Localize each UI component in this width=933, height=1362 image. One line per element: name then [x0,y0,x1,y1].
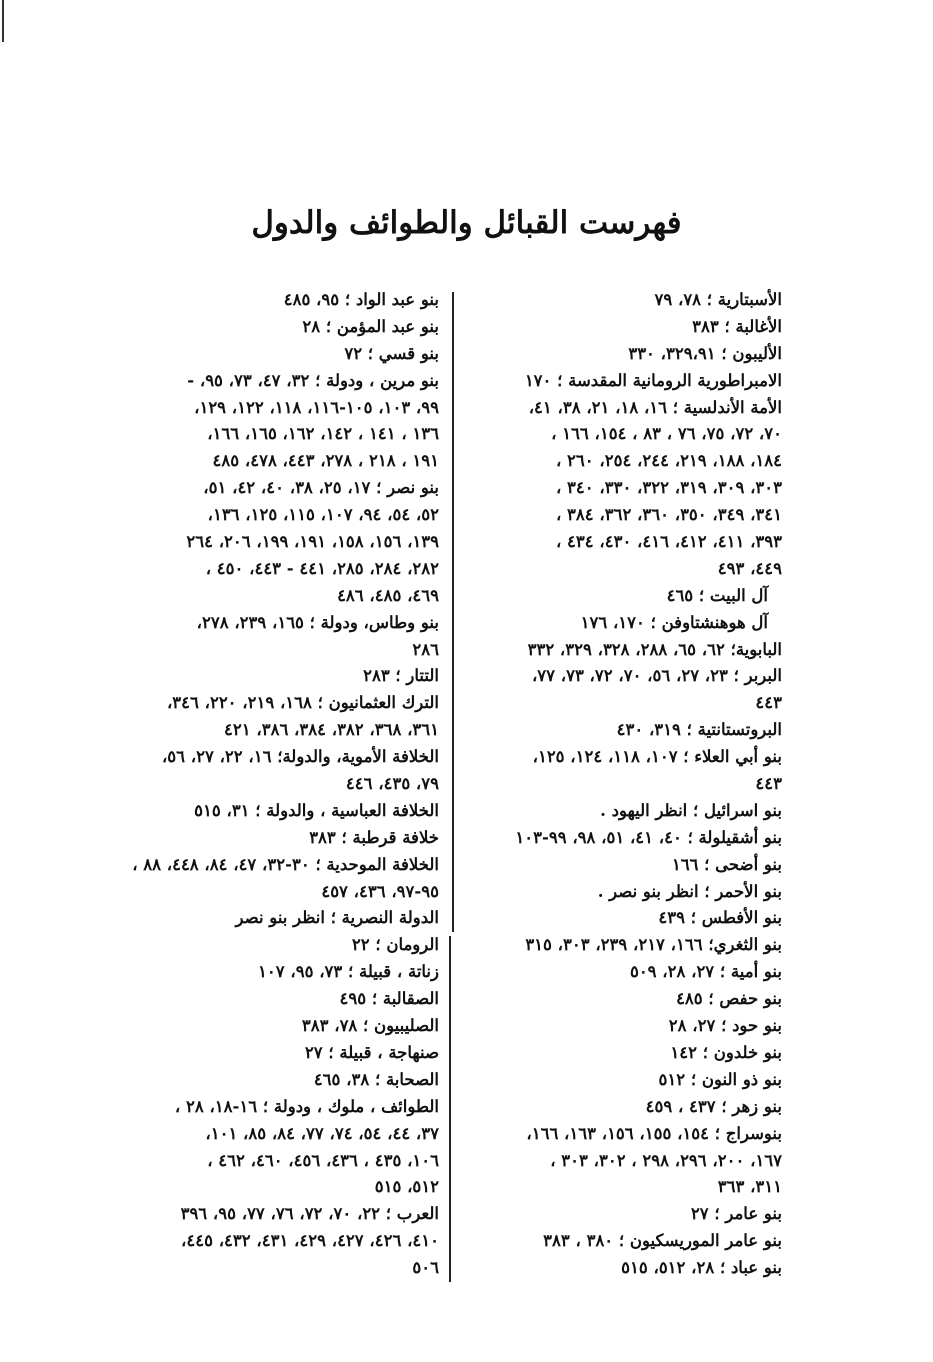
index-entry-line: ٥٢، ٥٤، ٩٤، ١٠٧، ١١٥، ١٢٥، ١٣٦، [207,505,439,525]
index-entry-line: ١٦٧، ٢٠٠، ٢٩٦، ٢٩٨ ، ٣٠٢، ٣٠٣ ، [550,1150,782,1170]
column-divider [452,292,454,932]
index-entry-line: بنو خلدون ؛ ١٤٢ [670,1042,782,1062]
index-entry-line: صنهاجة ، قبيلة ؛ ٢٧ [304,1042,439,1062]
index-entry-line: بنو عامر ؛ ٢٧ [690,1204,782,1224]
index-entry-line: ٣١١، ٣٦٣ [717,1177,782,1197]
index-entry-line: ٤٤٩، ٤٩٣ [717,558,782,578]
column-divider-lower [449,936,451,1282]
index-entry-line: بنو أمية ؛ ٢٧، ٢٨، ٥٠٩ [629,962,782,982]
index-entry-line: بنو عبد الواد ؛ ٩٥، ٤٨٥ [283,290,439,309]
index-entry-line: الصحابة ؛ ٣٨، ٤٦٥ [313,1069,439,1089]
index-entry-line: ١٠٦، ٤٣٥ ، ٤٣٦، ٤٥٦، ٤٦٠، ٤٦٢ ، [207,1150,439,1170]
index-entry-line: البربر ؛ ٢٣، ٢٧، ٥٦، ٧٠، ٧٢، ٧٣، ٧٧، [531,666,782,686]
index-entry-line: بنو الأحمر ؛ انظر بنو نصر . [597,881,782,901]
index-entry-line: بنو حود ؛ ٢٧، ٢٨ [668,1016,782,1036]
index-entry-line: بنو أشقيلولة ؛ ٤٠، ٤١، ٥١، ٩٨، ٩٩-١٠٣ [515,827,782,847]
index-entry-line: البروتستانتية ؛ ٣١٩، ٤٣٠ [616,720,782,740]
index-entry-line: بنو عامر الموريسكيون ؛ ٣٨٠ ، ٣٨٣ [543,1231,782,1251]
index-entry-line: ٣٠٣، ٣٠٩، ٣١٩، ٣٢٢، ٣٣٠، ٣٤٠ ، [555,478,782,498]
index-entry-line: آل البيت ؛ ٤٦٥ [666,585,768,605]
index-entry-line: بنو عباد ؛ ٢٨، ٥١٢، ٥١٥ [621,1258,782,1278]
index-entry-line: بنو أبي العلاء ؛ ١٠٧، ١١٨، ١٢٤، ١٢٥، [532,747,782,767]
index-entry-line: ٣٩٣، ٤١١، ٤١٢، ٤١٦، ٤٣٠، ٤٣٤ ، [555,532,782,552]
index-entry-line: ٤١٠، ٤٢٦، ٤٢٧، ٤٢٩، ٤٣١، ٤٣٢، ٤٤٥، [181,1231,439,1251]
index-entry-line: خلافة قرطبة ؛ ٣٨٣ [309,827,439,847]
index-entry-line: ٤٤٣ [755,774,782,794]
index-entry-line: الأليبون ؛ ٣٢٩،٩١، ٣٣٠ [628,343,782,363]
index-entry-line: الامبراطورية الرومانية المقدسة ؛ ١٧٠ [524,370,782,390]
index-entry-line: الأسبتارية ؛ ٧٨، ٧٩ [654,290,782,309]
index-entry-line: بنو مرين ، ودولة ؛ ٣٢، ٤٧، ٧٣، ٩٥، - [187,370,439,390]
index-entry-line: ٥١٢، ٥١٥ [374,1177,439,1197]
index-entry-line: الصقالبة ؛ ٤٩٥ [339,989,439,1009]
index-entry-line: ٩٥-٩٧، ٤٣٦، ٤٥٧ [321,881,439,901]
index-entry-line: ٩٩، ١٠٣، ١٠٥-١١٦، ١١٨، ١٢٢، ١٢٩، [194,397,439,417]
index-entry-line: الصليبيون ؛ ٧٨، ٣٨٣ [301,1016,439,1036]
index-column-left [111,287,439,1282]
index-entry-line: بنو عبد المؤمن ؛ ٢٨ [302,316,439,336]
index-entry-line: بنو اسرائيل ؛ انظر اليهود . [600,800,782,820]
scan-edge-mark [2,0,4,42]
index-entry-line: بنو الأفطس ؛ ٤٣٩ [658,908,782,928]
index-entry-line: ٣٧، ٤٤، ٥٤، ٧٤، ٧٧، ٨٤، ٨٥، ١٠١، [205,1123,439,1143]
index-entry-line: الأغالبة ؛ ٣٨٣ [692,316,782,336]
index-entry-line: ٢٨٢، ٢٨٤، ٢٨٥، ٤٤١ - ٤٤٣، ٤٥٠ ، [205,558,439,578]
index-entry-line: الخلافة العباسية ، والدولة ؛ ٣١، ٥١٥ [194,800,439,820]
index-entry-line: بنو وطاس، ودولة ؛ ١٦٥، ٢٣٩، ٢٧٨، [196,612,439,632]
index-entry-line: ٧٠، ٧٢، ٧٥، ٧٦ ، ٨٣ ، ١٥٤، ١٦٦ ، [551,424,782,444]
index-entry-line: آل هوهنشتاوفن ؛ ١٧٠، ١٧٦ [580,612,768,632]
index-entry-line: بنو الثغري؛ ١٦٦، ٢١٧، ٢٣٩، ٣٠٣، ٣١٥ [525,935,782,955]
index-entry-line: بنو زهر ؛ ٤٣٧ ، ٤٥٩ [645,1096,782,1116]
index-entry-line: الرومان ؛ ٢٢ [351,935,439,955]
index-entry-line: ٢٨٦ [412,639,439,659]
index-entry-line: بنو حفص ؛ ٤٨٥ [676,989,782,1009]
index-entry-line: ٥٠٦ [412,1258,439,1278]
index-entry-line: ١٨٤، ١٨٨، ٢١٩، ٢٤٤، ٢٥٤، ٢٦٠ ، [555,451,782,471]
index-entry-line: ٣٦١، ٣٦٨، ٣٨٢، ٣٨٤، ٣٨٦، ٤٢١ [224,720,439,740]
index-entry-line: بنوسراج ؛ ١٥٤، ١٥٥، ١٥٦، ١٦٣، ١٦٦، [526,1123,782,1143]
index-entry-line: العرب ؛ ٢٢، ٧٠، ٧٢، ٧٦، ٧٧، ٩٥، ٣٩٦ [180,1204,439,1224]
index-entry-line: الترك العثمانيون ؛ ١٦٨، ٢١٩، ٢٢٠، ٣٤٦، [166,693,439,713]
index-entry-line: بنو ذو النون ؛ ٥١٢ [658,1069,782,1089]
index-entry-line: ١٣٦ ، ١٤١ ، ١٤٢، ١٦٢، ١٦٥، ١٦٦، [207,424,439,444]
index-entry-line: ٣٤١، ٣٤٩، ٣٥٠، ٣٦٠، ٣٦٢، ٣٨٤ ، [555,505,782,525]
page-title: فهرست القبائل والطوائف والدول [251,205,682,241]
index-entry-line: التتار ؛ ٢٨٣ [363,666,439,686]
index-entry-line: الخلافة الأموية، والدولة؛ ١٦، ٢٢، ٢٧، ٥٦، [161,747,439,767]
index-entry-line: البابوية؛ ٦٢، ٦٥، ٢٨٨، ٣٢٨، ٣٢٩، ٣٣٢ [527,639,782,659]
index-column-right [460,287,782,1282]
index-entry-line: زناتة ، قبيلة ؛ ٧٣، ٩٥، ١٠٧ [258,962,439,982]
index-entry-line: ١٣٩، ١٥٦، ١٥٨، ١٩١، ١٩٩، ٢٠٦، ٢٦٤ [186,532,439,552]
index-entry-line: بنو قسي ؛ ٧٢ [344,343,439,363]
index-entry-line: الخلافة الموحدية ؛ ٣٠-٣٢، ٤٧، ٨٤، ٤٤٨، ٨٨ ، [132,854,439,874]
index-entry-line: ١٩١ ، ٢١٨ ، ٢٧٨، ٤٤٣، ٤٧٨، ٤٨٥ [212,451,439,471]
index-entry-line: ٧٩، ٤٣٥، ٤٤٦ [345,774,439,794]
index-entry-line: ٤٤٣ [755,693,782,713]
index-entry-line: الدولة النصرية ؛ انظر بنو نصر [235,908,439,928]
index-entry-line: بنو أضحى ؛ ١٦٦ [671,854,782,874]
index-entry-line: الأمة الأندلسية ؛ ١٦، ١٨، ٢١، ٣٨، ٤١، [528,397,782,417]
index-entry-line: الطوائف ، ملوك ، ودولة ؛ ١٦-١٨، ٢٨ ، [174,1096,439,1116]
index-entry-line: ٤٦٩، ٤٨٥، ٤٨٦ [337,585,439,605]
index-entry-line: بنو نصر ؛ ١٧، ٢٥، ٣٨، ٤٠، ٤٢، ٥١، [203,478,439,498]
